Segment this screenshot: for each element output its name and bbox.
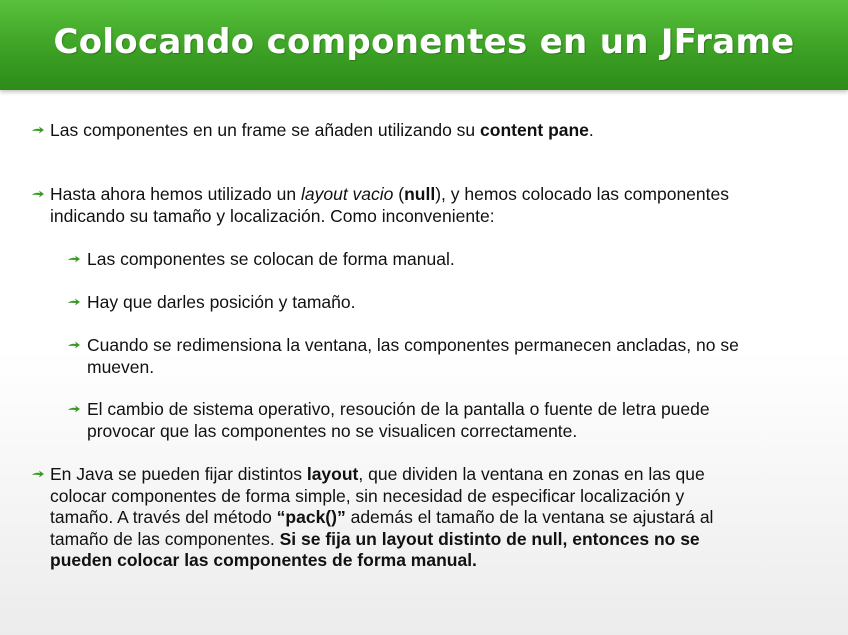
green-arrow-bullet-icon [31, 189, 45, 199]
bullet-text: . [588, 120, 594, 140]
bullet-text: tamaño. A través del método [50, 507, 277, 527]
bullet-text: Las componentes en un frame se añaden utilizando su [50, 120, 481, 140]
bullet-text: Hay que darles posición y tamaño. [87, 292, 356, 312]
bullet-bold-text: layout [306, 464, 359, 484]
green-arrow-bullet-icon [31, 469, 45, 479]
bullet-bold-text: null [404, 184, 436, 204]
bullet-bold-text: “pack()” [276, 507, 346, 527]
sub-bullet-position [87, 292, 355, 314]
bullet-text: , que dividen la ventana en zonas en las que [358, 464, 705, 484]
bullet-text: tamaño de las componentes. [50, 528, 280, 549]
slide-title: Colocando componentes en un JFrame [53, 22, 795, 62]
bullet-text: ( [393, 184, 405, 204]
bullet-text: En Java se pueden fijar distintos [50, 464, 307, 484]
bullet-content-pane [50, 120, 594, 142]
sub-bullet-resize [87, 335, 739, 378]
bullet-italic-text: layout vacio [300, 184, 394, 204]
bullet-text: Hasta ahora hemos utilizado un [50, 184, 301, 204]
green-arrow-bullet-icon [67, 340, 81, 350]
bullet-bold-text: pueden colocar las componentes de forma manual. [50, 550, 477, 570]
bullet-text: mueven. [87, 356, 155, 377]
bullet-bold-text: Si se fija un layout distinto de null, entonces no se [279, 528, 700, 549]
green-arrow-bullet-icon [31, 125, 45, 135]
bullet-text: provocar que las componentes no se visualicen correctamente. [87, 420, 578, 441]
bullet-text: El cambio de sistema operativo, resoución de la pantalla o fuente de letra puede [87, 399, 710, 419]
green-arrow-bullet-icon [67, 254, 81, 264]
bullet-bold-text: content pane [480, 120, 589, 140]
title-bar [0, 0, 848, 90]
bullet-layout-null [50, 184, 729, 227]
bullet-text: colocar componentes de forma simple, sin necesidad de especificar localización y [50, 485, 685, 506]
bullet-java-layouts [50, 464, 713, 572]
bullet-text: Las componentes se colocan de forma manual. [87, 249, 455, 269]
green-arrow-bullet-icon [67, 404, 81, 414]
bullet-text: ), y hemos colocado las componentes [435, 184, 729, 204]
bullet-text: además el tamaño de la ventana se ajustará al [345, 507, 714, 527]
sub-bullet-manual [87, 249, 455, 271]
green-arrow-bullet-icon [67, 297, 81, 307]
bullet-text: indicando su tamaño y localización. Como inconveniente: [50, 205, 495, 226]
bullet-text: Cuando se redimensiona la ventana, las componentes permanecen ancladas, no se [87, 335, 739, 355]
sub-bullet-platform [87, 399, 710, 442]
